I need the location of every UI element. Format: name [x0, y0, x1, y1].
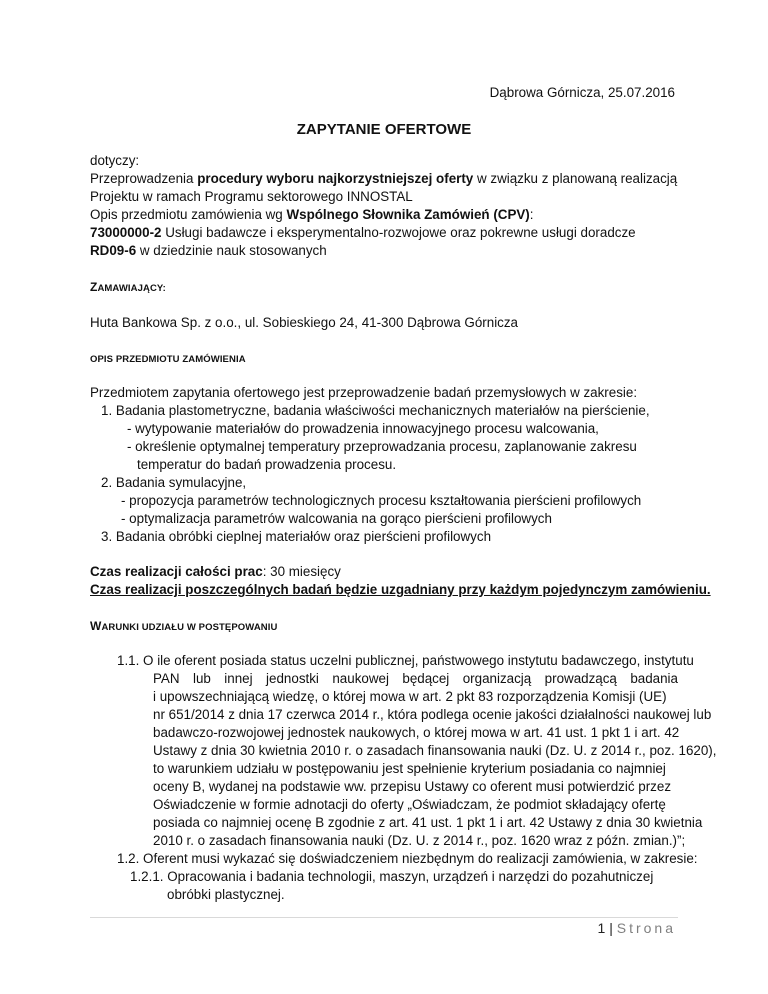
- warunki-heading-rest: ARUNKI UDZIAŁU W POSTĘPOWANIU: [101, 622, 278, 633]
- page-footer: [598, 920, 676, 936]
- warunek-1-1-line-8: oceny B, wydanej na podstawie ww. przepisu Ustawy co oferent musi potwierdzić przez: [153, 779, 672, 794]
- opis-heading: OPIS PRZEDMIOTU ZAMÓWIENIA: [90, 354, 246, 365]
- opis-item-1a: - wytypowanie materiałów do prowadzenia innowacyjnego procesu walcowania,: [127, 421, 599, 436]
- intro-dotyczy: dotyczy:: [90, 153, 140, 168]
- footer-divider: [90, 917, 678, 918]
- opis-item-2b: - optymalizacja parametrów walcowania na gorąco pierścieni profilowych: [121, 511, 552, 526]
- footer-separator: |: [605, 920, 617, 936]
- warunki-heading: [90, 617, 277, 637]
- intro-line-2: Projektu w ramach Programu sektorowego INNOSTAL: [90, 189, 413, 204]
- intro-line-3-colon: :: [529, 207, 534, 222]
- page-number: 1: [597, 920, 606, 936]
- opis-item-3: 3. Badania obróbki cieplnej materiałów oraz pierścieni profilowych: [101, 529, 492, 544]
- cpv-description: Usługi badawcze i eksperymentalno-rozwojowe oraz pokrewne usługi doradcze: [161, 225, 636, 240]
- warunek-1-1-line-6: Ustawy z dnia 30 kwietnia 2010 r. o zasadach finansowania nauki (Dz. U. z 2014 r., poz. 1620),: [153, 743, 717, 758]
- opis-item-1b: - określenie optymalnej temperatury przeprowadzania procesu, zaplanowanie zakresu: [127, 439, 637, 454]
- cpv-label: Wspólnego Słownika Zamówień (CPV): [286, 207, 530, 222]
- zamawiajacy-heading-cap: Z: [90, 280, 98, 294]
- intro-line-3-text: Opis przedmiotu zamówienia wg: [90, 207, 287, 222]
- czas-calosci-label: Czas realizacji całości prac: [90, 564, 263, 579]
- czas-poszczegolnych: Czas realizacji poszczególnych badań będzie uzgadniany przy każdym pojedynczym zamówieniu.: [90, 582, 711, 597]
- zamawiajacy-text: Huta Bankowa Sp. z o.o., ul. Sobieskiego 24, 41-300 Dąbrowa Górnicza: [90, 315, 519, 330]
- warunek-1-1-line-10: posiada co najmniej ocenę B zgodnie z art. 41 ust. 1 pkt 1 i art. 42 Ustawy z dnia 30 kwietnia: [153, 815, 703, 830]
- warunki-heading-cap: W: [90, 619, 102, 633]
- warunek-1-2-1-line-2: obróbki plastycznej.: [167, 887, 285, 902]
- date-place: Dąbrowa Górnicza, 25.07.2016: [489, 85, 675, 100]
- opis-item-2: 2. Badania symulacyjne,: [101, 475, 247, 490]
- intro-line-4: [90, 224, 636, 242]
- warunek-1-2-1-line-1: 1.2.1. Opracowania i badania technologii, maszyn, urządzeń i narzędzi do pozahutniczej: [130, 869, 654, 884]
- warunek-1-1-line-2: PAN lub innej jednostki naukowej będącej organizacją prowadzącą badania: [153, 671, 678, 686]
- warunek-1-1-line-7: to warunkiem udziału w postępowaniu jest spełnienie kryterium posiadania co najmniej: [153, 761, 666, 776]
- rd-description: w dziedzinie nauk stosowanych: [136, 243, 327, 258]
- czas-calosci-value: : 30 miesięcy: [262, 564, 341, 579]
- intro-line-5: [90, 242, 327, 260]
- intro-line-1-rest: w związku z planowaną realizacją: [473, 171, 678, 186]
- rd-code: RD09-6: [90, 243, 137, 258]
- warunek-1-1-line-9: Oświadczenie w formie adnotacji do oferty „Oświadczam, że podmiot składający ofertę: [153, 797, 666, 812]
- warunek-1-1-line-4: nr 651/2014 z dnia 17 czerwca 2014 r., która podlega ocenie jakości działalności naukowej lub: [153, 707, 712, 722]
- opis-lead: Przedmiotem zapytania ofertowego jest przeprowadzenie badań przemysłowych w zakresie:: [90, 385, 638, 400]
- warunek-1-2: 1.2. Oferent musi wykazać się doświadczeniem niezbędnym do realizacji zamówienia, w zakresie:: [117, 851, 698, 866]
- intro-line-1-text: Przeprowadzenia: [90, 171, 198, 186]
- warunek-1-1-line-1: 1.1. O ile oferent posiada status uczelni publicznej, państwowego instytutu badawczego, instytutu: [117, 653, 694, 668]
- opis-item-1: 1. Badania plastometryczne, badania właściwości mechanicznych materiałów na pierścienie,: [101, 403, 650, 418]
- document-title: ZAPYTANIE OFERTOWE: [296, 121, 472, 138]
- opis-item-2a: - propozycja parametrów technologicznych procesu kształtowania pierścieni profilowych: [121, 493, 642, 508]
- intro-line-3: [90, 206, 534, 224]
- cpv-code: 73000000-2: [90, 225, 162, 240]
- czas-calosci: [90, 563, 341, 581]
- opis-item-1b-cont: temperatur do badań prowadzenia procesu.: [137, 457, 397, 472]
- zamawiajacy-heading-rest: AMAWIAJĄCY:: [97, 283, 166, 294]
- zamawiajacy-heading: [90, 278, 166, 298]
- warunek-1-1-line-3: i upowszechniającą wiedzę, o której mowa w art. 2 pkt 83 rozporządzenia Komisji (UE): [153, 689, 667, 704]
- warunek-1-1-line-5: badawczo-rozwojowej jednostek naukowych, o której mowa w art. 41 ust. 1 pkt 1 i art. 42: [153, 725, 680, 740]
- intro-line-1: [90, 170, 677, 188]
- warunek-1-1-line-11: 2010 r. o zasadach finansowania nauki (Dz. U. z 2014 r., poz. 1620 wraz z późn. zmian.)”;: [153, 833, 686, 848]
- intro-line-1-bold: procedury wyboru najkorzystniejszej oferty: [197, 171, 474, 186]
- footer-label: Strona: [616, 920, 676, 936]
